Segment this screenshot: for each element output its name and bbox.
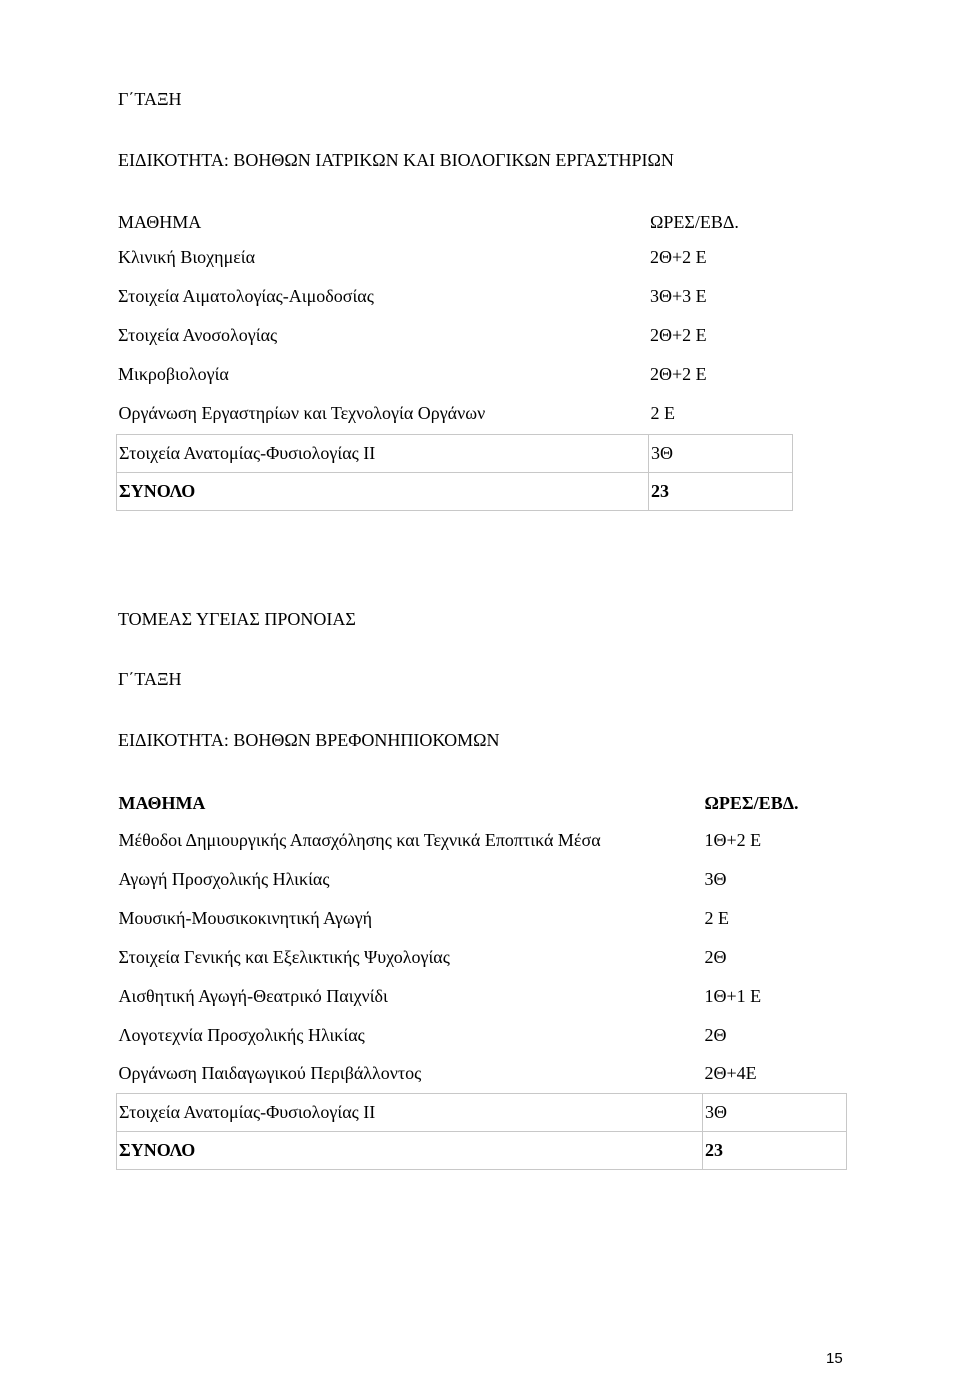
table-row [116,315,792,354]
hours-column-header: ΩΡΕΣ/ΕΒΔ. [704,792,799,813]
total-row [117,1131,847,1169]
subject-cell: Αγωγή Προσχολικής Ηλικίας [118,868,330,889]
table-row [117,1093,847,1131]
table-row [117,1015,847,1054]
subject-column-header: ΜΑΘΗΜΑ [118,792,206,813]
total-label: ΣΥΝΟΛΟ [117,1131,703,1169]
page-number: 15 [826,1350,843,1367]
subject-cell: Στοιχεία Γενικής και Εξελικτικής Ψυχολογίας [118,946,450,967]
hours-cell: 2Θ+4Ε [704,1063,757,1084]
subject-cell: Οργάνωση Εργαστηρίων και Τεχνολογία Οργάνων [118,403,486,424]
hours-column-header: ΩΡΕΣ/ΕΒΔ. [650,211,739,232]
hours-cell: 2Θ [704,946,727,967]
table-row [117,434,793,472]
total-value: 23 [703,1131,847,1169]
subject-cell: Αισθητική Αγωγή-Θεατρικό Παιχνίδι [118,985,388,1006]
table-row [117,820,847,859]
table-row [117,393,793,434]
hours-cell: 1Θ+2 Ε [704,829,762,850]
table-row [116,276,792,315]
table-row [116,238,792,276]
hours-cell: 2Θ+2 Ε [650,324,707,345]
specialty-heading: ΕΙΔΙΚΟΤΗΤΑ: ΒΟΗΘΩΝ ΙΑΤΡΙΚΩΝ ΚΑΙ ΒΙΟΛΟΓΙΚΩΝ ΕΡΓΑΣΤΗΡΙΩΝ [118,150,674,170]
subject-cell: Οργάνωση Παιδαγωγικού Περιβάλλοντος [118,1063,422,1084]
table-header-row [116,205,792,238]
subject-column-header: ΜΑΘΗΜΑ [118,211,202,232]
hours-cell: 1Θ+1 Ε [704,985,762,1006]
sector-heading: ΤΟΜΕΑΣ ΥΓΕΙΑΣ ΠΡΟΝΟΙΑΣ [118,609,356,629]
subject-cell: Στοιχεία Ανατομίας-Φυσιολογίας ΙΙ [117,434,649,472]
subject-cell: Στοιχεία Αιματολογίας-Αιμοδοσίας [118,285,374,306]
table-row [117,1054,847,1093]
total-row [117,472,793,510]
subject-cell: Λογοτεχνία Προσχολικής Ηλικίας [118,1024,365,1045]
hours-cell: 2 Ε [704,907,729,928]
hours-cell: 2Θ [704,1024,727,1045]
table-row [117,898,847,937]
hours-cell: 3Θ [704,868,727,889]
subjects-table-lower [116,393,793,511]
table-header-row [117,785,847,820]
table-row [117,937,847,976]
total-label: ΣΥΝΟΛΟ [117,472,649,510]
total-value: 23 [649,472,793,510]
hours-cell: 2 Ε [650,403,675,424]
subject-cell: Κλινική Βιοχημεία [118,247,256,267]
hours-cell: 3Θ [649,434,793,472]
hours-cell: 2Θ+2 Ε [650,247,707,267]
subject-cell: Στοιχεία Ανατομίας-Φυσιολογίας ΙΙ [117,1093,703,1131]
specialty-heading-2: ΕΙΔΙΚΟΤΗΤΑ: ΒΟΗΘΩΝ ΒΡΕΦΟΝΗΠΙΟΚΟΜΩΝ [118,730,500,750]
table-row [117,976,847,1015]
subject-cell: Στοιχεία Ανοσολογίας [118,324,278,345]
subjects-table-2 [116,785,847,1170]
subject-cell: Μέθοδοι Δημιουργικής Απασχόλησης και Τεχνικά Εποπτικά Μέσα [118,829,601,850]
table-row [117,859,847,898]
hours-cell: 3Θ+3 Ε [650,285,707,306]
class-heading-2: Γ΄ΤΑΞΗ [118,669,182,689]
table-row [116,354,792,393]
subject-cell: Μικροβιολογία [118,363,229,384]
hours-cell: 2Θ+2 Ε [650,363,707,384]
class-heading: Γ΄ΤΑΞΗ [118,89,182,109]
hours-cell: 3Θ [703,1093,847,1131]
subject-cell: Μουσική-Μουσικοκινητική Αγωγή [118,907,373,928]
subjects-table [116,205,792,393]
